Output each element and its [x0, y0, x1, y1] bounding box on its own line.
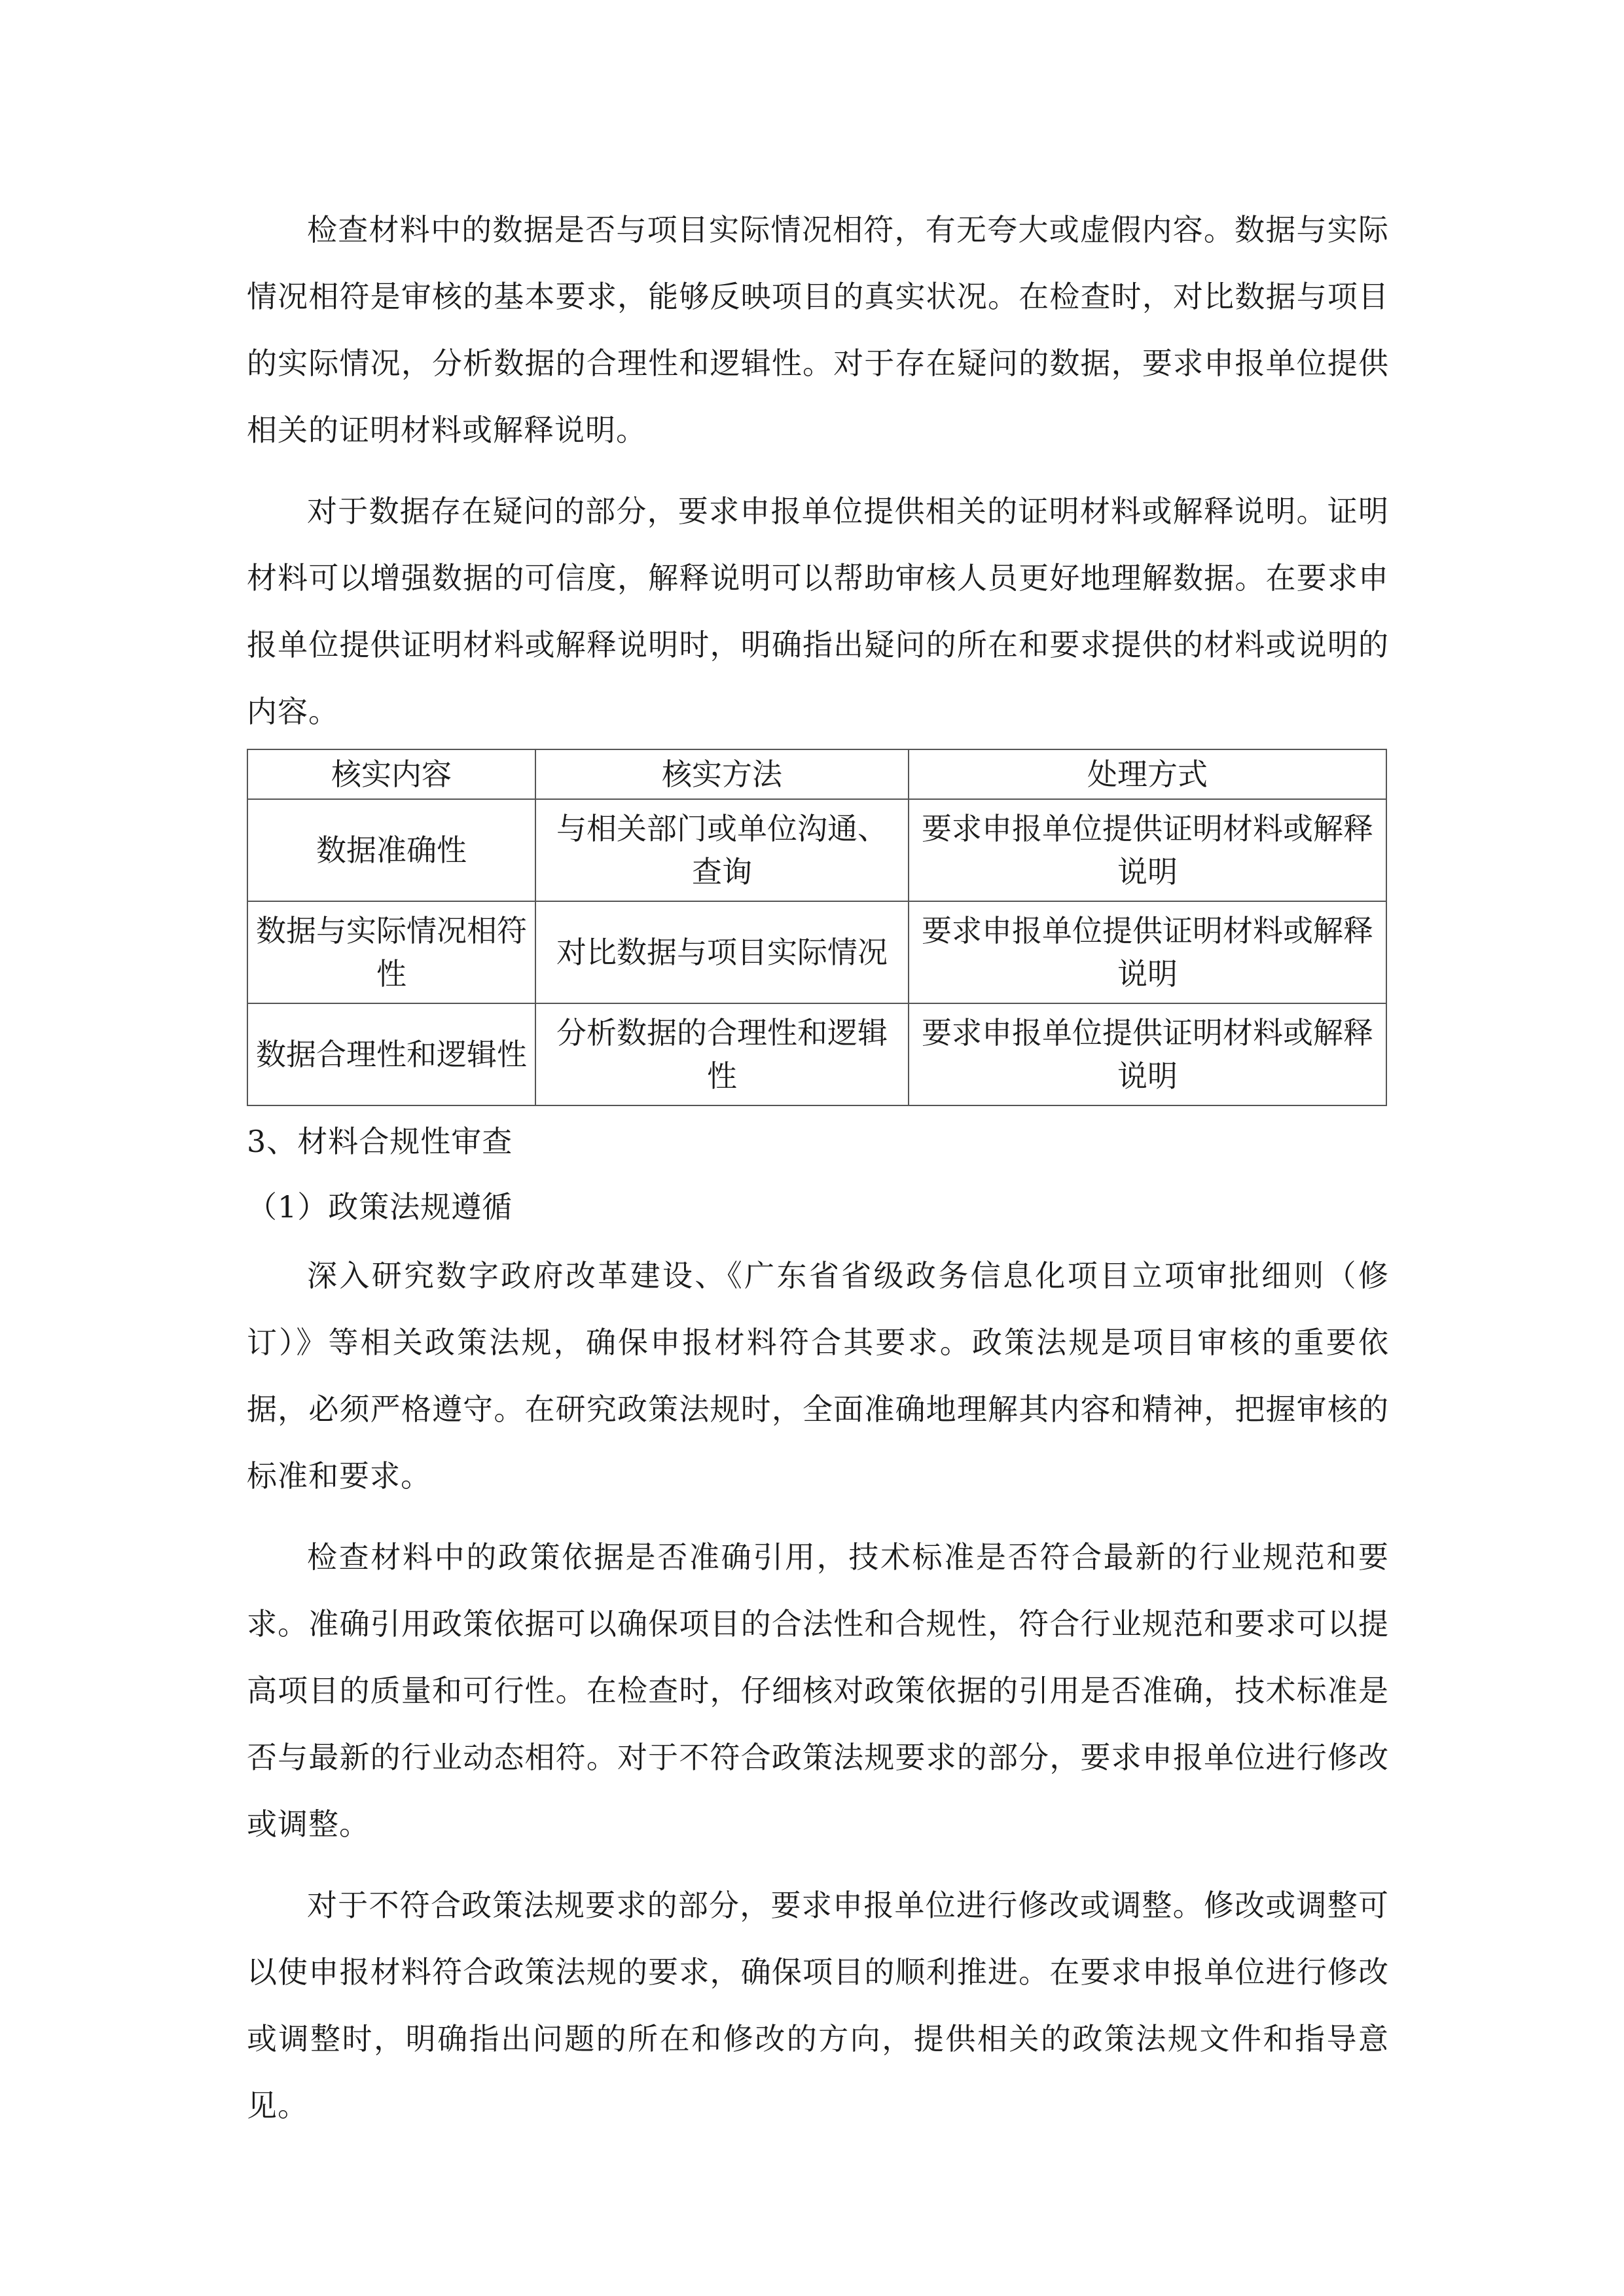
table-header-row	[247, 749, 1386, 799]
table-header-cell: 核实内容	[247, 749, 535, 799]
table-header-cell: 处理方式	[909, 749, 1386, 799]
table-row	[247, 901, 1386, 1003]
paragraph-policy-revision: 对于不符合政策法规要求的部分，要求申报单位进行修改或调整。修改或调整可以使申报材料符合政策法规的要求，确保项目的顺利推进。在要求申报单位进行修改或调整时，明确指出问题的所在和修改的方向，提供相关的政策法规文件和指导意见。	[247, 1888, 1389, 2123]
table-header-cell: 核实方法	[535, 749, 909, 799]
table-row	[247, 799, 1386, 901]
table-cell: 分析数据的合理性和逻辑性	[535, 1003, 909, 1105]
table-cell: 要求申报单位提供证明材料或解释说明	[909, 901, 1386, 1003]
section-heading: 3、材料合规性审查	[247, 1124, 513, 1159]
paragraph-data-doubts: 对于数据存在疑问的部分，要求申报单位提供相关的证明材料或解释说明。证明材料可以增强数据的可信度，解释说明可以帮助审核人员更好地理解数据。在要求申报单位提供证明材料或解释说明时，明确指出疑问的所在和要求提供的材料或说明的内容。	[247, 493, 1389, 729]
table-cell: 要求申报单位提供证明材料或解释说明	[909, 799, 1386, 901]
verification-table	[247, 749, 1387, 1106]
paragraph-policy-check: 检查材料中的政策依据是否准确引用，技术标准是否符合最新的行业规范和要求。准确引用政策依据可以确保项目的合法性和合规性，符合行业规范和要求可以提高项目的质量和可行性。在检查时，仔细核对政策依据的引用是否准确，技术标准是否与最新的行业动态相符。对于不符合政策法规要求的部分，要求申报单位进行修改或调整。	[247, 1539, 1389, 1842]
paragraph-data-consistency: 检查材料中的数据是否与项目实际情况相符，有无夸大或虚假内容。数据与实际情况相符是审核的基本要求，能够反映项目的真实状况。在检查时，对比数据与项目的实际情况，分析数据的合理性和逻辑性。对于存在疑问的数据，要求申报单位提供相关的证明材料或解释说明。	[247, 212, 1389, 448]
table-cell: 与相关部门或单位沟通、查询	[535, 799, 909, 901]
table-cell: 对比数据与项目实际情况	[535, 901, 909, 1003]
document-page	[247, 196, 1389, 2139]
paragraph-policy-research: 深入研究数字政府改革建设、《广东省省级政务信息化项目立项审批细则（修订）》等相关政策法规，确保申报材料符合其要求。政策法规是项目审核的重要依据，必须严格遵守。在研究政策法规时，全面准确地理解其内容和精神，把握审核的标准和要求。	[247, 1258, 1389, 1494]
table-cell: 数据合理性和逻辑性	[247, 1003, 535, 1105]
table-row	[247, 1003, 1386, 1105]
table-cell: 数据与实际情况相符性	[247, 901, 535, 1003]
table-cell: 数据准确性	[247, 799, 535, 901]
subsection-heading: （1）政策法规遵循	[247, 1189, 513, 1225]
table-cell: 要求申报单位提供证明材料或解释说明	[909, 1003, 1386, 1105]
